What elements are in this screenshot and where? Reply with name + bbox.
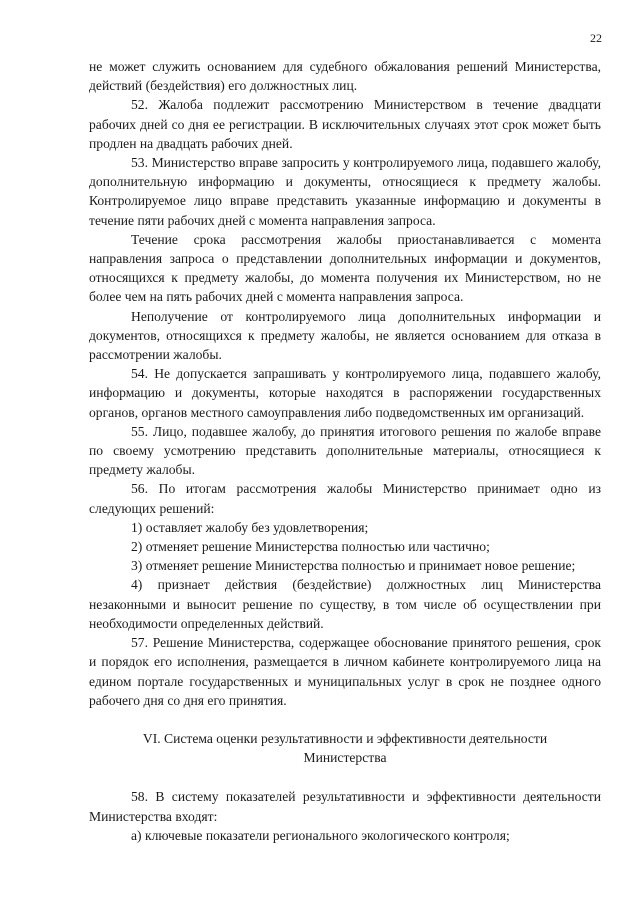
paragraph-58: 58. В систему показателей результативности и эффективности деятельности Министерства входят: <box>89 789 601 824</box>
page-number: 22 <box>590 31 602 45</box>
paragraph-group-before <box>89 57 601 710</box>
paragraph-group-after <box>89 787 601 845</box>
paragraph-56: 56. По итогам рассмотрения жалобы Министерство принимает одно из следующих решений: <box>89 481 601 516</box>
section-heading-line-2: Министерства <box>303 750 387 766</box>
list-item-4: 4) признает действия (бездействие) должностных лиц Министерства незаконными и выносит решение по существу, в том числе об осуществлении при необходимости определенных действий. <box>89 577 601 631</box>
list-item-3: 3) отменяет решение Министерства полностью и принимает новое решение; <box>131 558 576 574</box>
paragraph-57: 57. Решение Министерства, содержащее обоснование принятого решения, срок и порядок его исполнения, размещается в личном кабинете контролируемого лица на едином портале государственных и муниципальных услуг в срок не позднее одного рабочего дня со дня его принятия. <box>89 635 601 708</box>
paragraph-non-receipt: Неполучение от контролируемого лица дополнительных информации и документов, относящихся к предмету жалобы, не является основанием для отказа в рассмотрении жалобы. <box>89 308 601 363</box>
list-item-1: 1) оставляет жалобу без удовлетворения; <box>131 519 369 535</box>
section-heading <box>89 729 601 767</box>
paragraph-54: 54. Не допускается запрашивать у контролируемого лица, подавшего жалобу, информацию и документы, которые находятся в распоряжении государственных органов, органов местного самоуправления либо подведомственных им организаций. <box>89 366 601 420</box>
list-item-2: 2) отменяет решение Министерства полностью или частично; <box>131 539 490 555</box>
list-item-a: а) ключевые показатели регионального экологического контроля; <box>131 827 510 843</box>
paragraph-suspension: Течение срока рассмотрения жалобы приостанавливается с момента направления запроса о представлении дополнительных информации и документов, относящихся к предмету жалобы, до момента получения их Министерством, но не более чем на пять рабочих дней с момента направления запроса. <box>89 231 601 305</box>
document-body <box>89 57 601 845</box>
paragraph-55: 55. Лицо, подавшее жалобу, до принятия итогового решения по жалобе вправе по своему усмотрению представить дополнительные материалы, относящиеся к предмету жалобы. <box>89 423 601 478</box>
paragraph-53: 53. Министерство вправе запросить у контролируемого лица, подавшего жалобу, дополнительную информацию и документы, относящиеся к предмету жалобы. Контролируемое лицо вправе представить указанные информацию и документы в течение пяти рабочих дней с момента направления запроса. <box>89 155 601 228</box>
paragraph-52: 52. Жалоба подлежит рассмотрению Министерством в течение двадцати рабочих дней со дня ее регистрации. В исключительных случаях этот срок может быть продлен на двадцать рабочих дней. <box>89 97 601 151</box>
section-heading-line-1: VI. Система оценки результативности и эффективности деятельности <box>142 730 548 746</box>
paragraph-continuation: не может служить основанием для судебного обжалования решений Министерства, действий (бездействия) его должностных лиц. <box>89 59 601 94</box>
